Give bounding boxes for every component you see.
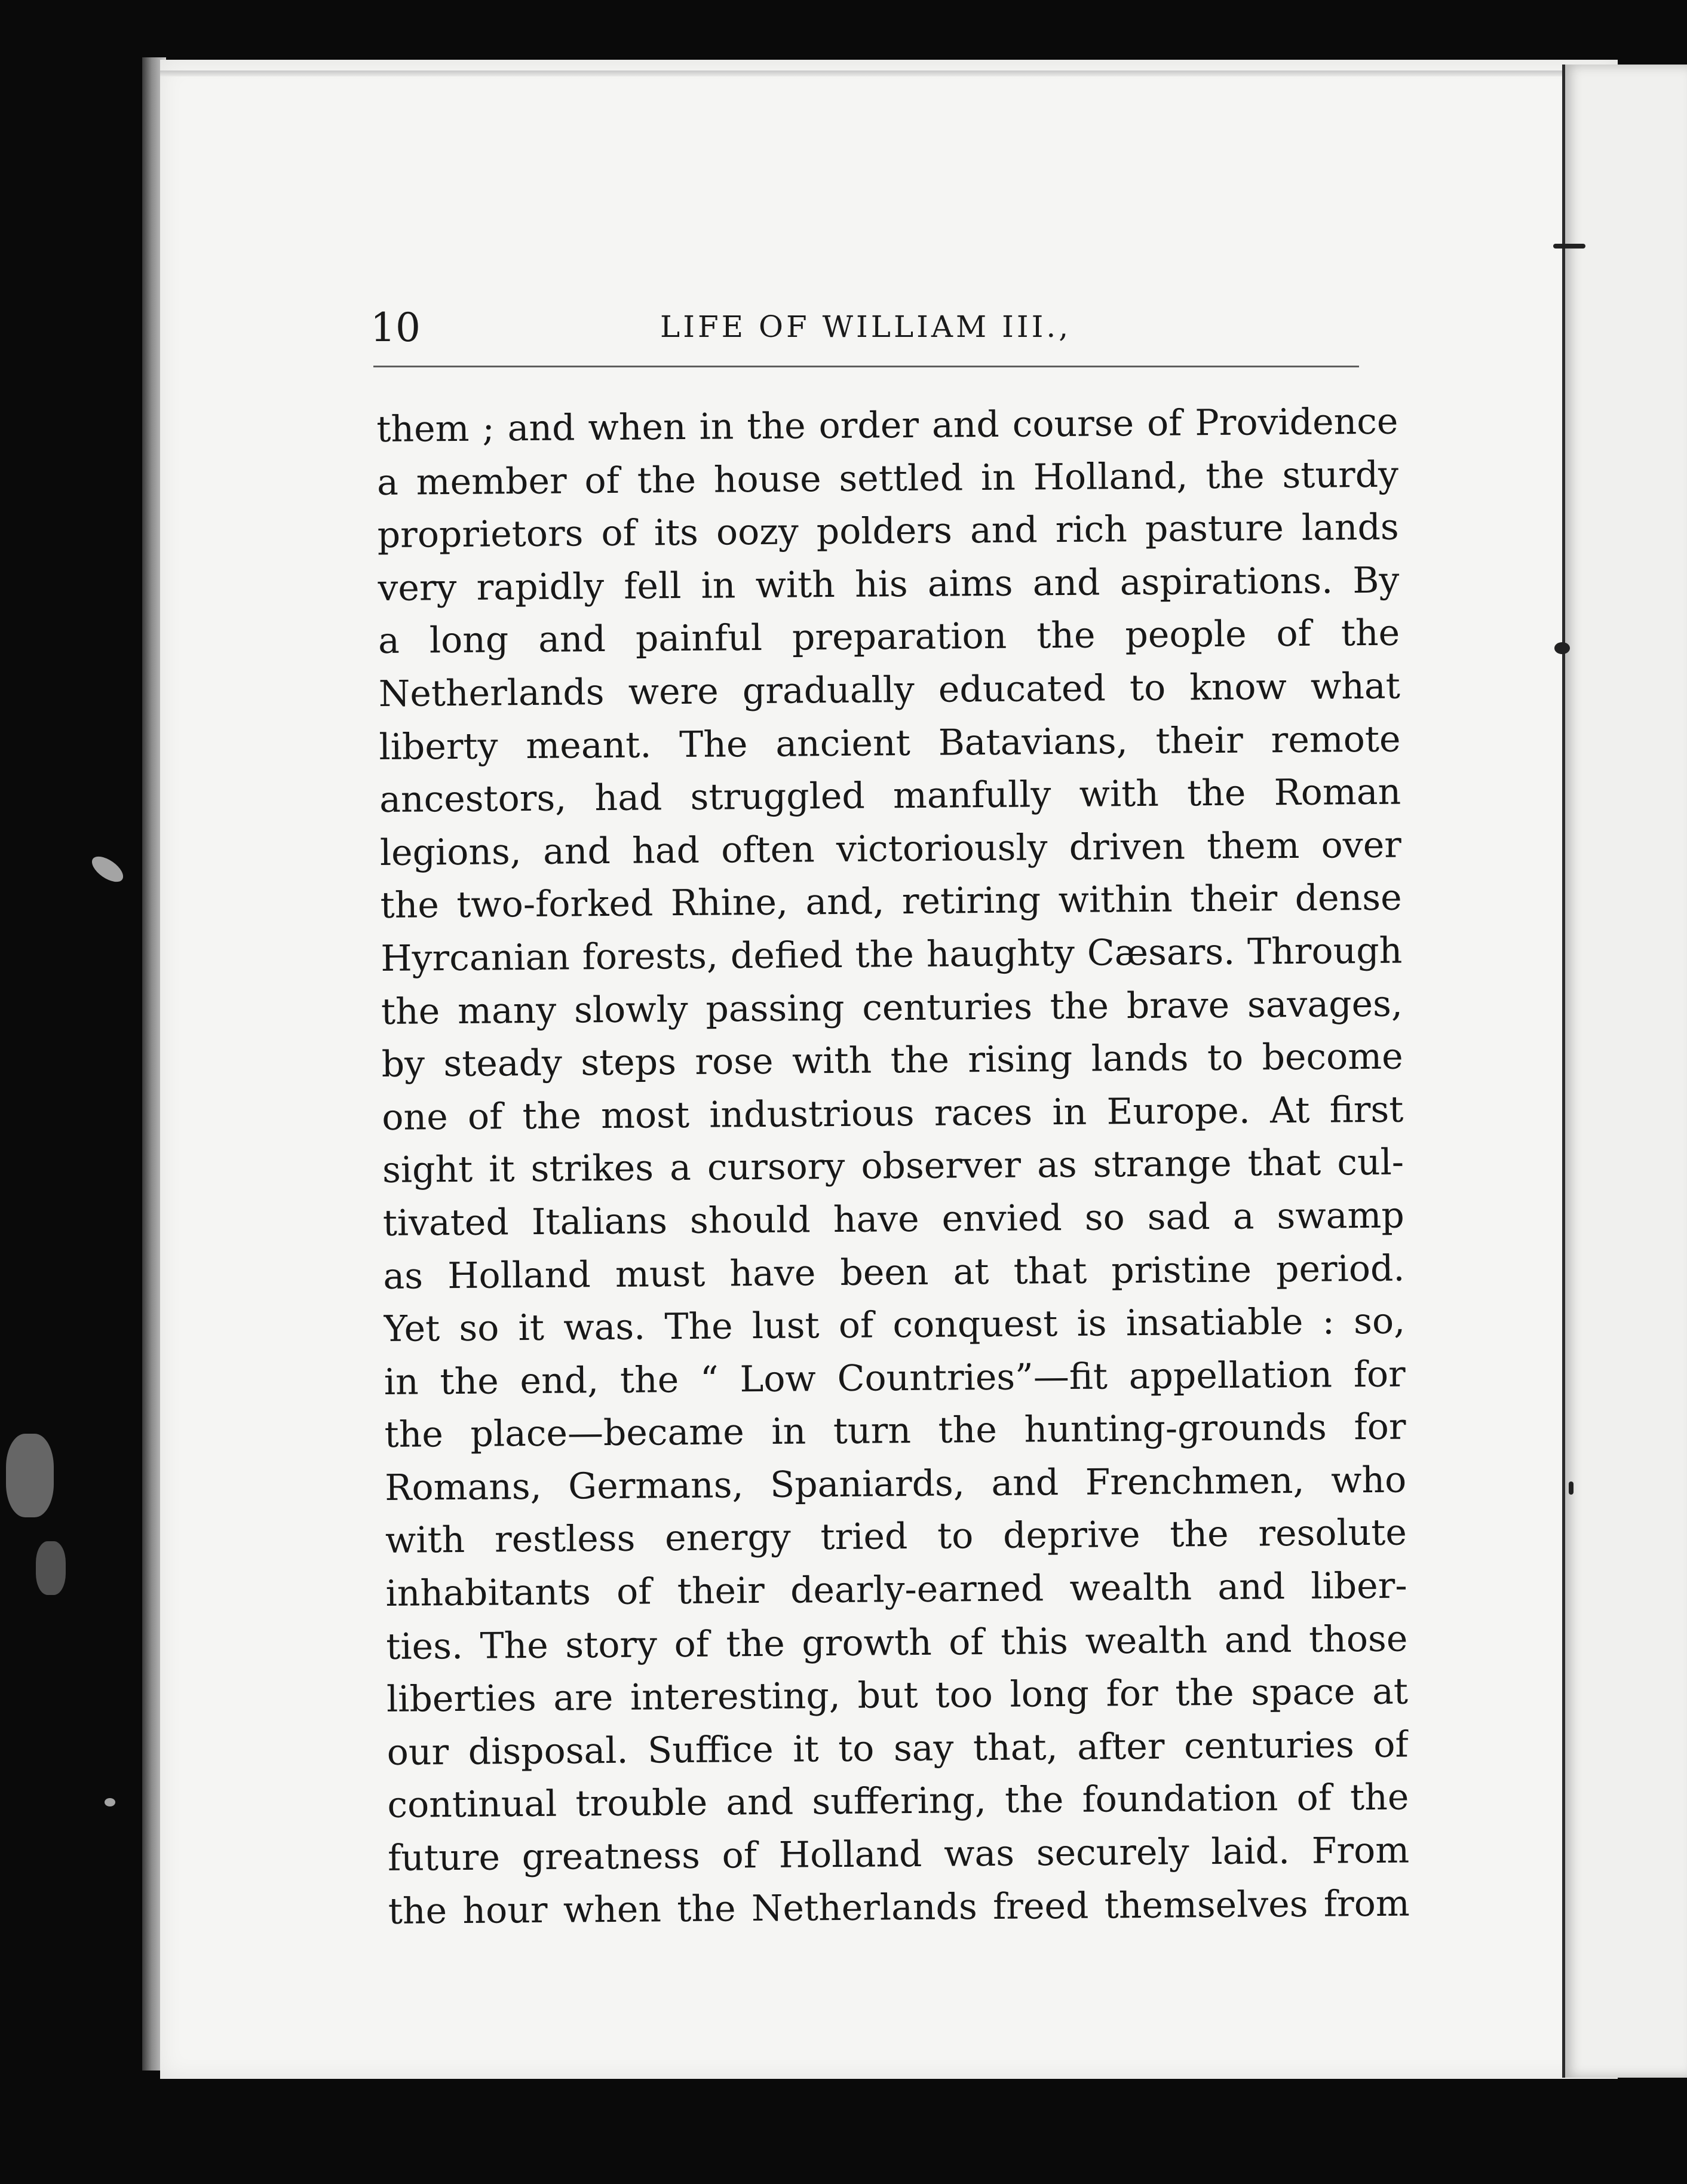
- text-line: ancestors, had struggled manfully with the Roman: [379, 771, 1401, 821]
- scan-speck: [36, 1541, 66, 1595]
- running-title: LIFE OF WILLIAM III.,: [660, 309, 1072, 344]
- text-line: Yet so it was. The lust of conquest is insatiable : so,: [383, 1300, 1406, 1351]
- text-line: them ; and when in the order and course of Providence: [376, 400, 1398, 450]
- text-line: a long and painful preparation the people of the: [378, 612, 1400, 662]
- ink-mark: [1553, 244, 1585, 249]
- text-line: the place—became in turn the hunting-grounds for: [384, 1406, 1406, 1456]
- scan-speck: [105, 1798, 115, 1806]
- text-line: legions, and had often victoriously driven them over: [379, 824, 1402, 874]
- header-rule: [373, 366, 1359, 367]
- text-line: Romans, Germans, Spaniards, and Frenchmen, who: [384, 1459, 1407, 1509]
- text-line: inhabitants of their dearly-earned wealth and liber-: [385, 1565, 1407, 1615]
- text-line: ties. The story of the growth of this wealth and those: [386, 1618, 1408, 1668]
- text-line: Netherlands were gradually educated to know what: [378, 665, 1401, 715]
- text-line: by steady steps rose with the rising lands to become: [381, 1035, 1403, 1086]
- scan-speck: [88, 852, 127, 887]
- body-text: [376, 395, 1410, 1938]
- text-line: the hour when the Netherlands freed themselves from: [388, 1882, 1410, 1933]
- text-line: with restless energy tried to deprive the resolute: [385, 1511, 1407, 1562]
- ink-mark: [1569, 1481, 1573, 1495]
- text-line: as Holland must have been at that pristine period.: [383, 1247, 1405, 1297]
- text-line: continual trouble and suffering, the foundation of the: [387, 1776, 1409, 1827]
- text-line: our disposal. Suffice it to say that, after centuries of: [387, 1723, 1409, 1774]
- text-line: liberties are interesting, but too long for the space at: [386, 1670, 1409, 1721]
- text-line: sight it strikes a cursory observer as strange that cul-: [382, 1141, 1404, 1192]
- text-line: the many slowly passing centuries the brave savages,: [381, 983, 1403, 1033]
- adjacent-page-edge: [1562, 65, 1687, 2078]
- running-head: [370, 293, 1362, 364]
- text-line: the two-forked Rhine, and, retiring within their dense: [380, 876, 1402, 927]
- text-line: one of the most industrious races in Europe. At first: [382, 1088, 1404, 1139]
- text-line: proprietors of its oozy polders and rich pasture lands: [377, 506, 1399, 557]
- page-top-edge: [160, 70, 1618, 76]
- text-line: a member of the house settled in Holland, the sturdy: [376, 453, 1399, 504]
- text-line: tivated Italians should have envied so sad a swamp: [382, 1194, 1405, 1244]
- text-line: future greatness of Holland was securely laid. From: [387, 1829, 1410, 1879]
- text-line: very rapidly fell in with his aims and aspirations. By: [378, 559, 1400, 609]
- text-line: Hyrcanian forests, defied the haughty Cæsars. Through: [381, 930, 1403, 980]
- ink-mark: [1554, 642, 1570, 654]
- scan-speck: [6, 1434, 54, 1517]
- page-number: 10: [370, 305, 421, 351]
- text-line: liberty meant. The ancient Batavians, their remote: [379, 718, 1401, 768]
- text-line: in the end, the “ Low Countries”—fit appellation for: [384, 1353, 1406, 1403]
